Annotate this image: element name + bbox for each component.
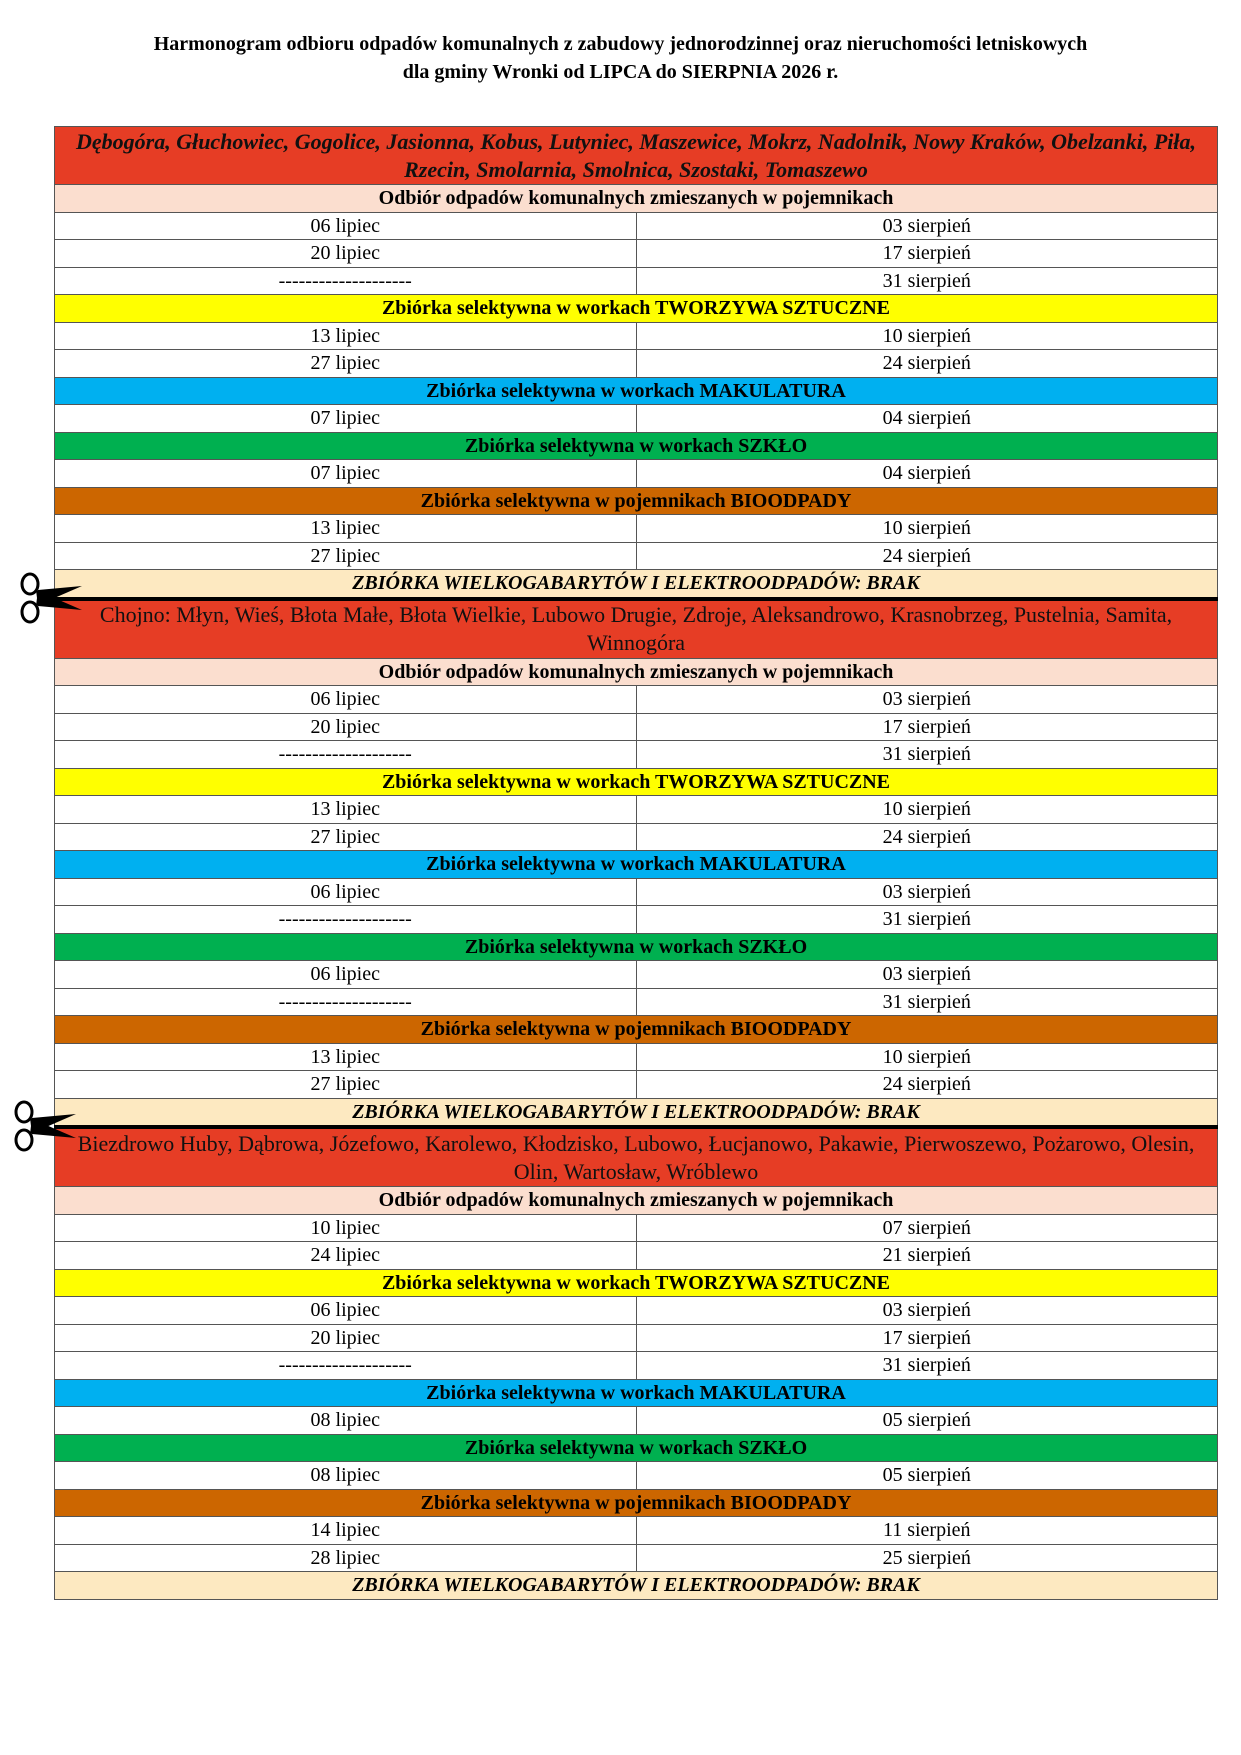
section-header: Zbiórka selektywna w workach MAKULATURA (55, 1379, 1218, 1407)
section-header: Zbiórka selektywna w workach TWORZYWA SZTUCZNE (55, 295, 1218, 323)
date-august: 03 sierpień (636, 878, 1218, 906)
date-july: -------------------- (55, 906, 637, 934)
section-header: Zbiórka selektywna w workach SZKŁO (55, 933, 1218, 961)
section-header-row (55, 1379, 1218, 1407)
date-august: 05 sierpień (636, 1407, 1218, 1435)
date-july: -------------------- (55, 741, 637, 769)
table-row (55, 796, 1218, 824)
date-august: 05 sierpień (636, 1462, 1218, 1490)
table-row (55, 460, 1218, 488)
section-header-row (55, 185, 1218, 213)
date-july: 13 lipiec (55, 1043, 637, 1071)
date-august: 17 sierpień (636, 240, 1218, 268)
section-header: Zbiórka selektywna w workach TWORZYWA SZTUCZNE (55, 1269, 1218, 1297)
table-row (55, 1214, 1218, 1242)
section-header-row (55, 658, 1218, 686)
date-august: 31 sierpień (636, 1352, 1218, 1380)
table-row (55, 713, 1218, 741)
date-july: -------------------- (55, 988, 637, 1016)
table-row (55, 1043, 1218, 1071)
date-july: 06 lipiec (55, 1297, 637, 1325)
date-july: 10 lipiec (55, 1214, 637, 1242)
section-header: Zbiórka selektywna w pojemnikach BIOODPADY (55, 1016, 1218, 1044)
section-header-row (55, 768, 1218, 796)
section-header-row (55, 377, 1218, 405)
section-header: Zbiórka selektywna w workach MAKULATURA (55, 851, 1218, 879)
date-july: 06 lipiec (55, 961, 637, 989)
table-row (55, 267, 1218, 295)
table-row (55, 1517, 1218, 1545)
date-august: 25 sierpień (636, 1544, 1218, 1572)
date-august: 10 sierpień (636, 1043, 1218, 1071)
table-row (55, 212, 1218, 240)
section-header-row (55, 851, 1218, 879)
section-header: Odbiór odpadów komunalnych zmieszanych w pojemnikach (55, 1187, 1218, 1215)
date-august: 04 sierpień (636, 405, 1218, 433)
date-august: 17 sierpień (636, 1324, 1218, 1352)
date-august: 31 sierpień (636, 988, 1218, 1016)
section-header: Zbiórka selektywna w workach MAKULATURA (55, 377, 1218, 405)
date-july: 20 lipiec (55, 240, 637, 268)
date-july: 06 lipiec (55, 212, 637, 240)
section-header-row (55, 432, 1218, 460)
date-august: 31 sierpień (636, 741, 1218, 769)
date-august: 03 sierpień (636, 961, 1218, 989)
bulky-waste-row (55, 1098, 1218, 1127)
date-july: -------------------- (55, 1352, 637, 1380)
table-row (55, 322, 1218, 350)
location-row (55, 599, 1218, 659)
date-august: 31 sierpień (636, 906, 1218, 934)
location-list: Dębogóra, Głuchowiec, Gogolice, Jasionna, Kobus, Lutyniec, Maszewice, Mokrz, Nadolnik, Nowy Kraków, Obelzanki, Piła, Rzecin, Smolarnia, Smolnica, Szostaki, Tomaszewo (55, 127, 1218, 185)
date-july: 14 lipiec (55, 1517, 637, 1545)
date-july: 20 lipiec (55, 713, 637, 741)
table-row (55, 961, 1218, 989)
section-header: Zbiórka selektywna w pojemnikach BIOODPADY (55, 487, 1218, 515)
table-row (55, 1544, 1218, 1572)
title-line-2: dla gminy Wronki od LIPCA do SIERPNIA 2026 r. (402, 61, 839, 83)
location-list: Biezdrowo Huby, Dąbrowa, Józefowo, Karolewo, Kłodzisko, Lubowo, Łucjanowo, Pakawie, Pierwoszewo, Pożarowo, Olesin, Olin, Wartosław, Wróblewo (55, 1127, 1218, 1187)
section-header-row (55, 1016, 1218, 1044)
table-row (55, 542, 1218, 570)
section-header-row (55, 1434, 1218, 1462)
date-august: 24 sierpień (636, 823, 1218, 851)
date-july: 06 lipiec (55, 878, 637, 906)
schedule-table (54, 126, 1218, 1600)
table-row (55, 515, 1218, 543)
date-august: 04 sierpień (636, 460, 1218, 488)
table-row (55, 1071, 1218, 1099)
date-august: 24 sierpień (636, 350, 1218, 378)
date-july: 07 lipiec (55, 405, 637, 433)
title-line-1: Harmonogram odbioru odpadów komunalnych z zabudowy jednorodzinnej oraz nieruchomości letniskowych (153, 33, 1088, 55)
date-august: 21 sierpień (636, 1242, 1218, 1270)
scissors-icon (10, 1098, 80, 1154)
date-august: 03 sierpień (636, 212, 1218, 240)
date-july: 28 lipiec (55, 1544, 637, 1572)
date-august: 24 sierpień (636, 542, 1218, 570)
table-row (55, 405, 1218, 433)
table-row (55, 1352, 1218, 1380)
date-july: 24 lipiec (55, 1242, 637, 1270)
location-row (55, 127, 1218, 185)
table-row (55, 240, 1218, 268)
date-july: 27 lipiec (55, 350, 637, 378)
bulky-waste-row (55, 570, 1218, 599)
table-row (55, 906, 1218, 934)
section-header: Zbiórka selektywna w pojemnikach BIOODPADY (55, 1489, 1218, 1517)
bulky-waste-note: ZBIÓRKA WIELKOGABARYTÓW I ELEKTROODPADÓW: BRAK (55, 570, 1218, 599)
date-august: 10 sierpień (636, 322, 1218, 350)
location-list: Chojno: Młyn, Wieś, Błota Małe, Błota Wielkie, Lubowo Drugie, Zdroje, Aleksandrowo, Krasnobrzeg, Pustelnia, Samita, Winnogóra (55, 599, 1218, 659)
date-july: 20 lipiec (55, 1324, 637, 1352)
date-july: 08 lipiec (55, 1407, 637, 1435)
section-header: Zbiórka selektywna w workach SZKŁO (55, 432, 1218, 460)
table-row (55, 741, 1218, 769)
date-july: 27 lipiec (55, 823, 637, 851)
date-august: 03 sierpień (636, 686, 1218, 714)
section-header: Odbiór odpadów komunalnych zmieszanych w pojemnikach (55, 185, 1218, 213)
table-row (55, 350, 1218, 378)
section-header-row (55, 1269, 1218, 1297)
date-july: 27 lipiec (55, 1071, 637, 1099)
date-august: 07 sierpień (636, 1214, 1218, 1242)
table-row (55, 1462, 1218, 1490)
date-july: 06 lipiec (55, 686, 637, 714)
bulky-waste-note: ZBIÓRKA WIELKOGABARYTÓW I ELEKTROODPADÓW: BRAK (55, 1098, 1218, 1127)
date-july: 13 lipiec (55, 322, 637, 350)
date-july: 07 lipiec (55, 460, 637, 488)
table-row (55, 988, 1218, 1016)
bulky-waste-row (55, 1572, 1218, 1600)
section-header-row (55, 933, 1218, 961)
scissors-icon (16, 570, 86, 626)
date-july: -------------------- (55, 267, 637, 295)
date-july: 08 lipiec (55, 1462, 637, 1490)
bulky-waste-note: ZBIÓRKA WIELKOGABARYTÓW I ELEKTROODPADÓW: BRAK (55, 1572, 1218, 1600)
table-row (55, 1297, 1218, 1325)
table-row (55, 1407, 1218, 1435)
location-row (55, 1127, 1218, 1187)
table-row (55, 878, 1218, 906)
section-header-row (55, 1489, 1218, 1517)
table-row (55, 1242, 1218, 1270)
date-july: 13 lipiec (55, 796, 637, 824)
section-header: Zbiórka selektywna w workach TWORZYWA SZTUCZNE (55, 768, 1218, 796)
table-row (55, 1324, 1218, 1352)
section-header-row (55, 487, 1218, 515)
date-august: 10 sierpień (636, 515, 1218, 543)
date-august: 10 sierpień (636, 796, 1218, 824)
date-august: 17 sierpień (636, 713, 1218, 741)
section-header: Zbiórka selektywna w workach SZKŁO (55, 1434, 1218, 1462)
date-august: 24 sierpień (636, 1071, 1218, 1099)
section-header-row (55, 1187, 1218, 1215)
section-header-row (55, 295, 1218, 323)
date-august: 03 sierpień (636, 1297, 1218, 1325)
table-row (55, 686, 1218, 714)
date-july: 27 lipiec (55, 542, 637, 570)
section-header: Odbiór odpadów komunalnych zmieszanych w pojemnikach (55, 658, 1218, 686)
date-august: 11 sierpień (636, 1517, 1218, 1545)
date-july: 13 lipiec (55, 515, 637, 543)
document-title (0, 30, 1241, 86)
date-august: 31 sierpień (636, 267, 1218, 295)
table-row (55, 823, 1218, 851)
